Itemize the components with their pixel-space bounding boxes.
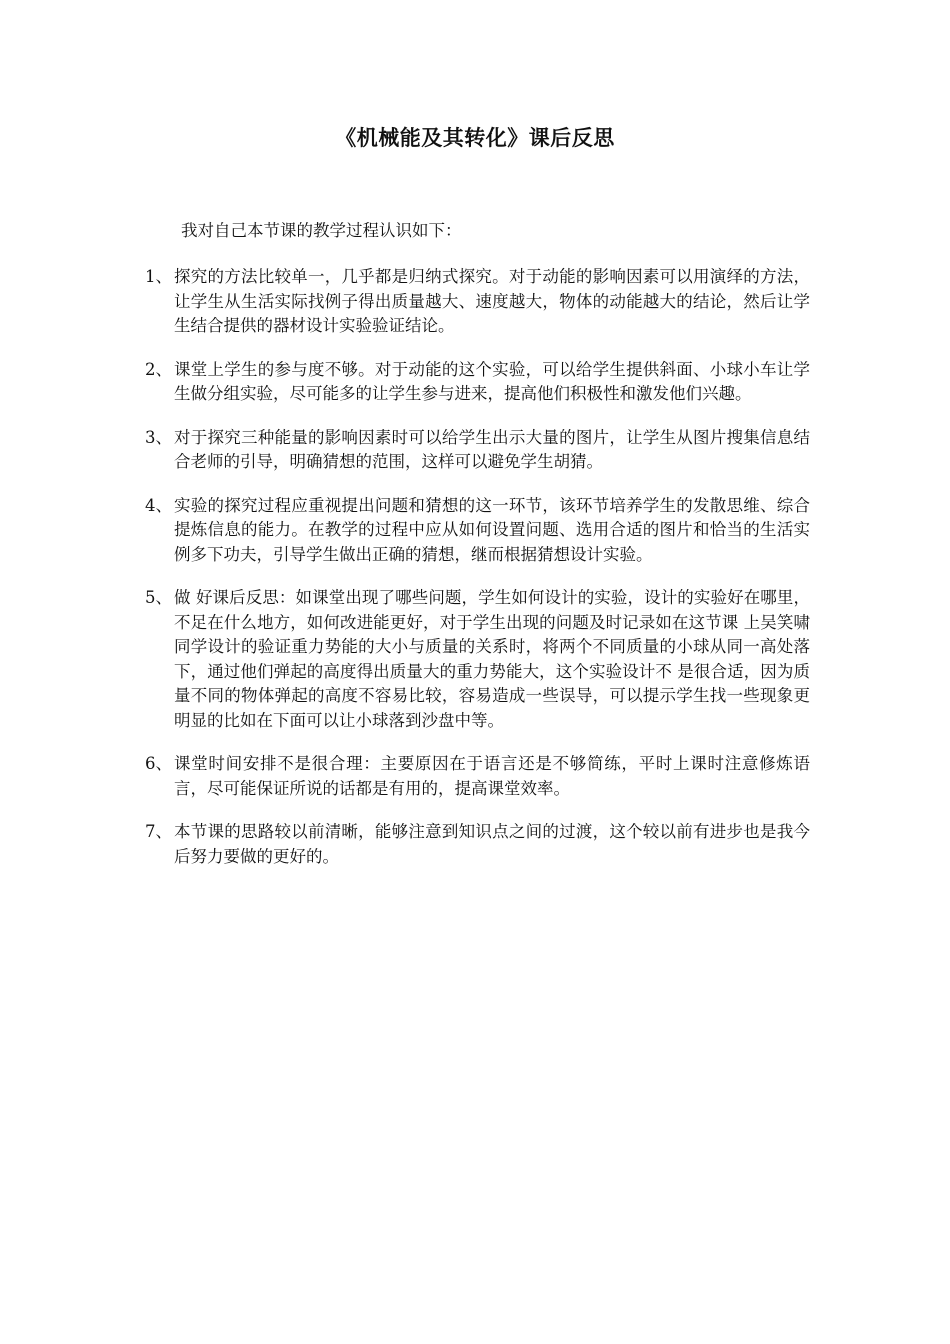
list-item-text: 本节课的思路较以前清晰，能够注意到知识点之间的过渡，这个较以前有进步也是我今后努力要做的更好的。: [174, 822, 810, 866]
reflection-list: [145, 265, 810, 888]
list-item-number: 4、: [145, 495, 172, 515]
list-item: [145, 752, 810, 801]
list-item-number: 2、: [145, 359, 172, 379]
list-item-number: 3、: [145, 427, 172, 447]
list-item: [145, 494, 810, 568]
list-item-number: 7、: [145, 822, 172, 841]
list-item: [145, 820, 810, 869]
page-title: 《机械能及其转化》课后反思: [335, 126, 615, 150]
list-item: [145, 586, 810, 733]
intro-paragraph: 我对自己本节课的教学过程认识如下：: [181, 221, 462, 240]
list-item-text: 探究的方法比较单一，几乎都是归纳式探究。对于动能的影响因素可以用演绎的方法，让学生从生活实际找例子得出质量越大、速度越大，物体的动能越大的结论，然后让学生结合提供的器材设计实验验证结论。: [174, 267, 810, 335]
list-item-text: 课堂时间安排不是很合理：主要原因在于语言还是不够简练，平时上课时注意修炼语言，尽可能保证所说的话都是有用的，提高课堂效率。: [174, 754, 810, 798]
list-item-number: 1、: [145, 267, 172, 286]
list-item-text: 课堂上学生的参与度不够。对于动能的这个实验，可以给学生提供斜面、小球小车让学生做分组实验，尽可能多的让学生参与进来，提高他们积极性和激发他们兴趣。: [174, 359, 810, 403]
list-item-text: 做 好课后反思：如课堂出现了哪些问题，学生如何设计的实验，设计的实验好在哪里，不足在什么地方，如何改进能更好，对于学生出现的问题及时记录如在这节课 上吴笑啸同学设计的验证重力势能的大小与质量的关系时，将两个不同质量的小球从同一高处落下，通过他们弹起的高度得出质量大的重力势能大，这个实验设计不 是很合适，因为质量不同的物体弹起的高度不容易比较，容易造成一些误导，可以提示学生找一些现象更明显的比如在下面可以让小球落到沙盘中等。: [174, 588, 810, 730]
list-item: [145, 265, 810, 339]
list-item: [145, 426, 810, 475]
list-item-number: 5、: [145, 588, 172, 607]
list-item-text: 实验的探究过程应重视提出问题和猜想的这一环节，该环节培养学生的发散思维、综合提炼信息的能力。在教学的过程中应从如何设置问题、选用合适的图片和恰当的生活实例多下功夫，引导学生做出正确的猜想，继而根据猜想设计实验。: [174, 495, 810, 564]
list-item: [145, 358, 810, 407]
list-item-text: 对于探究三种能量的影响因素时可以给学生出示大量的图片，让学生从图片搜集信息结合老师的引导，明确猜想的范围，这样可以避免学生胡猜。: [174, 427, 810, 471]
list-item-number: 6、: [145, 754, 172, 773]
